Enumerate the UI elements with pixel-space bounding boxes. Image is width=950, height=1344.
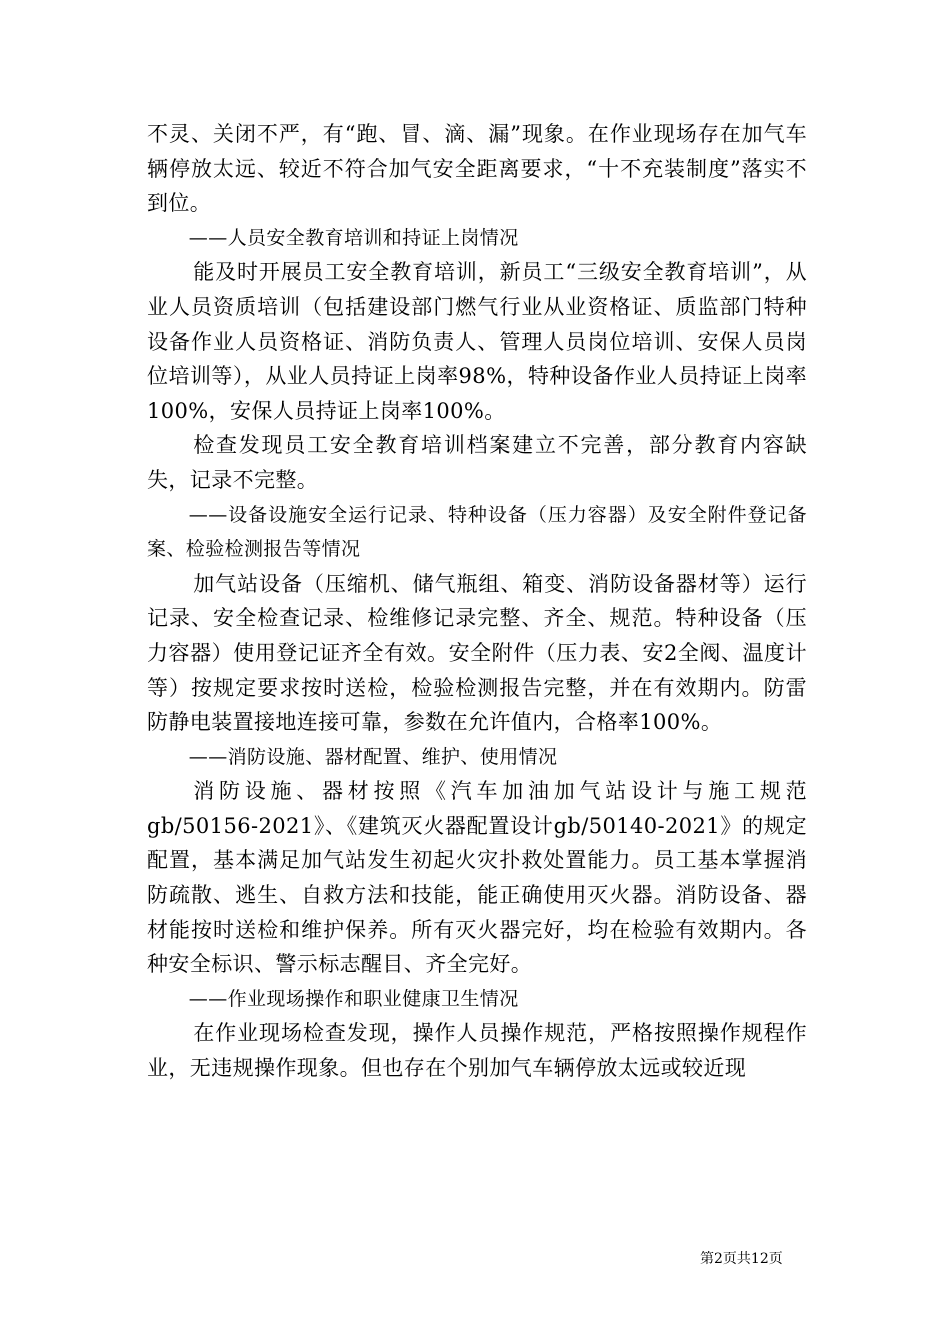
paragraph-training: 能及时开展员工安全教育培训，新员工“三级安全教育培训”，从业人员资质培训（包括建设部门燃气行业从业资格证、质监部门特种设备作业人员资格证、消防负责人、管理人员岗位培训、安保人员岗位培训等），从业人员持证上岗率98%，特种设备作业人员持证上岗率100%，安保人员持证上岗率100%。 <box>147 260 807 423</box>
document-body <box>147 117 807 1086</box>
page-number: 第2页共12页 <box>700 1251 783 1267</box>
paragraph-operations: 在作业现场检查发现，操作人员操作规范，严格按照操作规程作业，无违规操作现象。但也存在个别加气车辆停放太远或较近现 <box>147 1021 807 1081</box>
paragraph-equipment: 加气站设备（压缩机、储气瓶组、箱变、消防设备器材等）运行记录、安全检查记录、检维修记录完整、齐全、规范。特种设备（压力容器）使用登记证齐全有效。安全附件（压力表、安2全阀、温度计等）按规定要求按时送检，检验检测报告完整，并在有效期内。防雷防静电装置接地连接可靠，参数在允许值内，合格率100%。 <box>147 571 807 735</box>
section-heading-equipment: ——设备设施安全运行记录、特种设备（压力容器）及安全附件登记备案、检验检测报告等情况 <box>147 503 807 561</box>
section-heading-fire-safety: ——消防设施、器材配置、维护、使用情况 <box>188 745 558 768</box>
paragraph-fire-safety: 消防设施、器材按照《汽车加油加气站设计与施工规范gb/50156-2021》、《建筑灭火器配置设计gb/50140-2021》的规定配置，基本满足加气站发生初起火灾扑救处置能力。员工基本掌握消防疏散、逃生、自救方法和技能，能正确使用灭火器。消防设备、器材能按时送检和维护保养。所有灭火器完好，均在检验有效期内。各种安全标识、警示标志醒目、齐全完好。 <box>147 779 807 977</box>
paragraph-training-issues: 检查发现员工安全教育培训档案建立不完善，部分教育内容缺失，记录不完整。 <box>147 433 807 492</box>
section-heading-training: ——人员安全教育培训和持证上岗情况 <box>188 226 519 249</box>
paragraph-continuation: 不灵、关闭不严，有“跑、冒、滴、漏”现象。在作业现场存在加气车辆停放太远、较近不符合加气安全距离要求，“十不充装制度”落实不到位。 <box>147 122 807 216</box>
section-heading-operations: ——作业现场操作和职业健康卫生情况 <box>188 987 519 1010</box>
